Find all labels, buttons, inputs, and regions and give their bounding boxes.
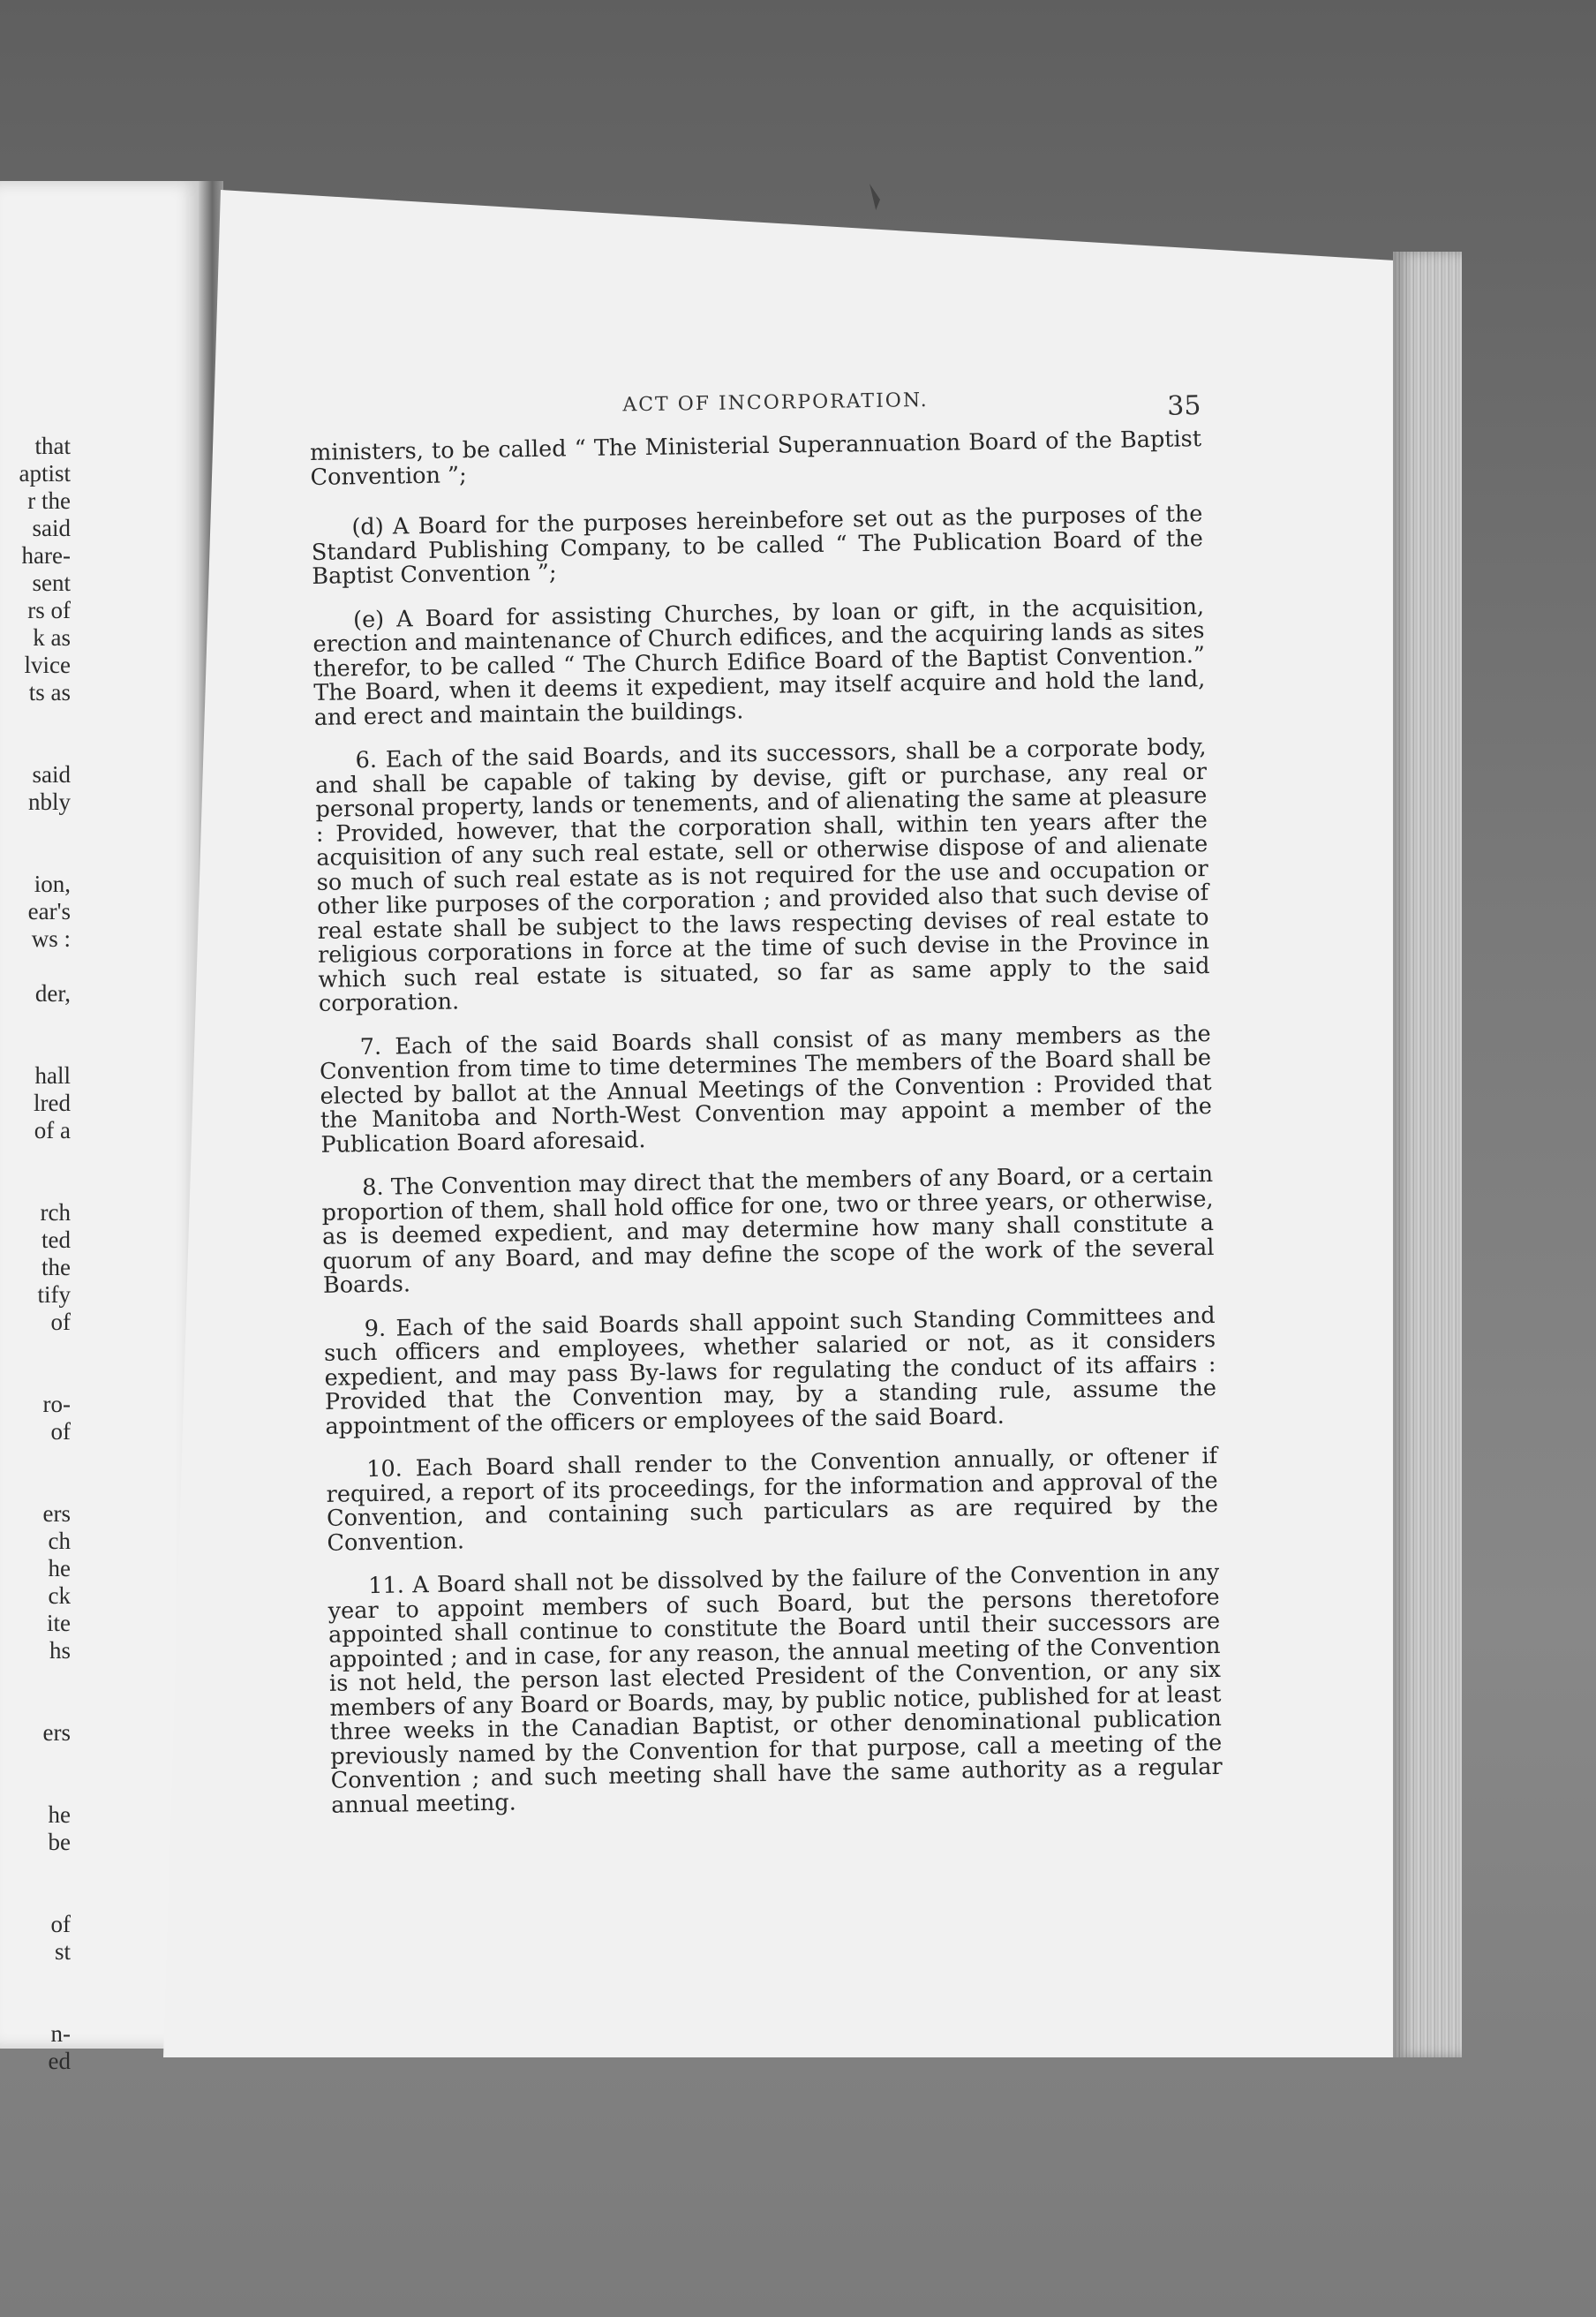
previous-page-fragment: aptist <box>19 460 71 487</box>
previous-page-fragment: he <box>48 1801 71 1828</box>
paragraph-clause-d: (d) A Board for the purposes hereinbefore set out as the purposes of the Standard Publishing Company, to be called “ The Publication Board of the Baptist Convention ”; <box>311 501 1204 590</box>
previous-page-fragment: der, <box>34 980 71 1007</box>
previous-page-fragment: ck <box>48 1582 71 1609</box>
previous-page-fragment: ion, <box>34 871 71 897</box>
previous-page-fragment: be <box>48 1829 71 1855</box>
previous-page-fragment <box>0 734 71 761</box>
previous-page-fragment <box>0 1692 71 1719</box>
paragraph-section-6: 6. Each of the said Boards, and its successors, shall be a corporate body, and shall be capable of taking by devise, gift or purchase, any real or personal property, lands or tenements, and of alienating the same at pleasure : Provided, however, that the corporation shall, within ten years after the acquisition of any such real estate, sell or otherwise dispose of and alienate so much of such real estate as is not required for the use and occupation or other like purposes of the corporation ; and provided also that such devise of real estate shall be subject to the laws respecting devises of real estate to religious corporations in force at the time of such devise in the Province in which such real estate is situated, so far as same apply to the said corporation. <box>314 734 1210 1017</box>
previous-page-fragment: tify <box>37 1281 71 1308</box>
previous-page-fragment: ws : <box>31 925 71 952</box>
previous-page-fragment <box>0 1966 71 1993</box>
paragraph-section-7: 7. Each of the said Boards shall consist of as many members as the Convention from time to time determines The members of the Board shall be elected by ballot at the Annual Meetings of the Convention : Provided that the Manitoba and North-West Convention may appoint a member of the Publication Board aforesaid. <box>319 1020 1213 1158</box>
previous-page-fragment: ite <box>47 1610 71 1636</box>
previous-page-fragment: k as <box>33 624 71 651</box>
previous-page-text-fragments <box>0 433 71 2075</box>
previous-page-fragment <box>0 1883 71 1911</box>
previous-page-fragment: ro- <box>42 1391 71 1417</box>
page-content <box>309 374 1223 1838</box>
previous-page-fragment: the <box>41 1254 71 1280</box>
previous-page-fragment: hare- <box>21 542 71 569</box>
previous-page-fragment <box>0 1747 71 1774</box>
previous-page-fragment: ts as <box>28 679 71 706</box>
previous-page-fragment <box>0 953 71 980</box>
previous-page-fragment: hall <box>34 1062 71 1089</box>
previous-page-fragment: n- <box>50 2020 71 2047</box>
previous-page-fragment: hs <box>49 1637 71 1664</box>
previous-page-fragment: ear's <box>27 898 71 925</box>
previous-page-fragment <box>0 1473 71 1500</box>
previous-page-fragment <box>0 1445 71 1473</box>
previous-page-fragment: of <box>50 1418 71 1445</box>
previous-page-fragment <box>0 1856 71 1883</box>
previous-page-fragment <box>0 1035 71 1062</box>
previous-page-fragment <box>0 1172 71 1199</box>
paragraph-section-8: 8. The Convention may direct that the members of any Board, or a certain proportion of them, shall hold office for one, two or three years, or otherwise, as is deemed expedient, and may determine how many shall constitute a quorum of any Board, and may define the scope of the work of the several Boards. <box>321 1161 1215 1299</box>
previous-page-fragment <box>0 1363 71 1391</box>
previous-page-fragment: of <box>50 1911 71 1937</box>
previous-page-fragment: said <box>32 515 71 541</box>
previous-page-fragment: of a <box>34 1117 71 1143</box>
previous-page-fragment: rs of <box>27 597 71 623</box>
previous-page-fragment <box>0 1144 71 1172</box>
page-number: 35 <box>1166 390 1201 422</box>
previous-page-fragment <box>0 1664 71 1692</box>
paragraph-section-10: 10. Each Board shall render to the Convention annually, or oftener if required, a report of its proceedings, for the information and approval of the Convention, and containing such particulars as are required by the Convention. <box>326 1442 1219 1557</box>
previous-page-fragment: he <box>48 1555 71 1581</box>
previous-page-fragment <box>0 1008 71 1035</box>
paragraph-section-9: 9. Each of the said Boards shall appoint such Standing Committees and such officers and employees, whether salaried or not, as it considers expedient, and may pass By-laws for regulating the conduct of its affairs : Provided that the Convention may, by a standing rule, assume the appointment of the officers or employees of the said Board. <box>323 1302 1217 1440</box>
previous-page-fragment <box>0 706 71 734</box>
previous-page-fragment <box>0 843 71 871</box>
previous-page-fragment: ers <box>42 1500 71 1527</box>
previous-page-fragment <box>0 1336 71 1363</box>
previous-page-fragment <box>0 1993 71 2020</box>
previous-page-fragment: ted <box>41 1226 71 1253</box>
previous-page-fragment: lred <box>34 1090 71 1116</box>
previous-page-fragment: nbly <box>27 789 71 815</box>
paragraph-continuation: ministers, to be called “ The Ministerial Superannuation Board of the Baptist Convention ”; <box>309 426 1202 491</box>
running-head: ACT OF INCORPORATION. <box>622 389 929 417</box>
page-edges <box>1393 252 1462 2057</box>
previous-page-fragment: that <box>34 433 71 459</box>
previous-page-fragment: said <box>32 761 71 788</box>
previous-page-fragment: st <box>54 1938 71 1965</box>
previous-page-fragment: rch <box>40 1199 71 1226</box>
previous-page-fragment: of <box>50 1309 71 1335</box>
previous-page-fragment: sent <box>32 570 71 596</box>
previous-page-fragment: lvice <box>24 652 71 678</box>
paragraph-clause-e: (e) A Board for assisting Churches, by loan or gift, in the acquisition, erection and maintenance of Church edifices, and the acquiring lands as sites therefor, to be called “ The Church Edifice Board of the Baptist Convention.” The Board, when it deems it expedient, may itself acquire and hold the land, and erect and maintain the buildings. <box>312 592 1206 731</box>
previous-page-fragment <box>0 1774 71 1801</box>
paragraph-section-11: 11. A Board shall not be dissolved by the failure of the Convention in any year to appoint members of such Board, but the persons theretofore appointed shall continue to constitute the Board until their successors are appointed ; and in case, for any reason, the annual meeting of the Convention is not held, the person last elected President of the Convention, or any six members of any Board or Boards, may, by public notice, published for at least three weeks in the Canadian Baptist, or other denominational publication previously named by the Convention for that purpose, call a meeting of the Convention ; and such meeting shall have the same authority as a regular annual meeting. <box>327 1559 1223 1819</box>
previous-page-fragment <box>0 816 71 843</box>
previous-page-fragment: ers <box>42 1719 71 1746</box>
previous-page-fragment: r the <box>27 487 71 514</box>
previous-page-fragment: ed <box>48 2048 71 2074</box>
previous-page-fragment: ch <box>48 1528 71 1554</box>
